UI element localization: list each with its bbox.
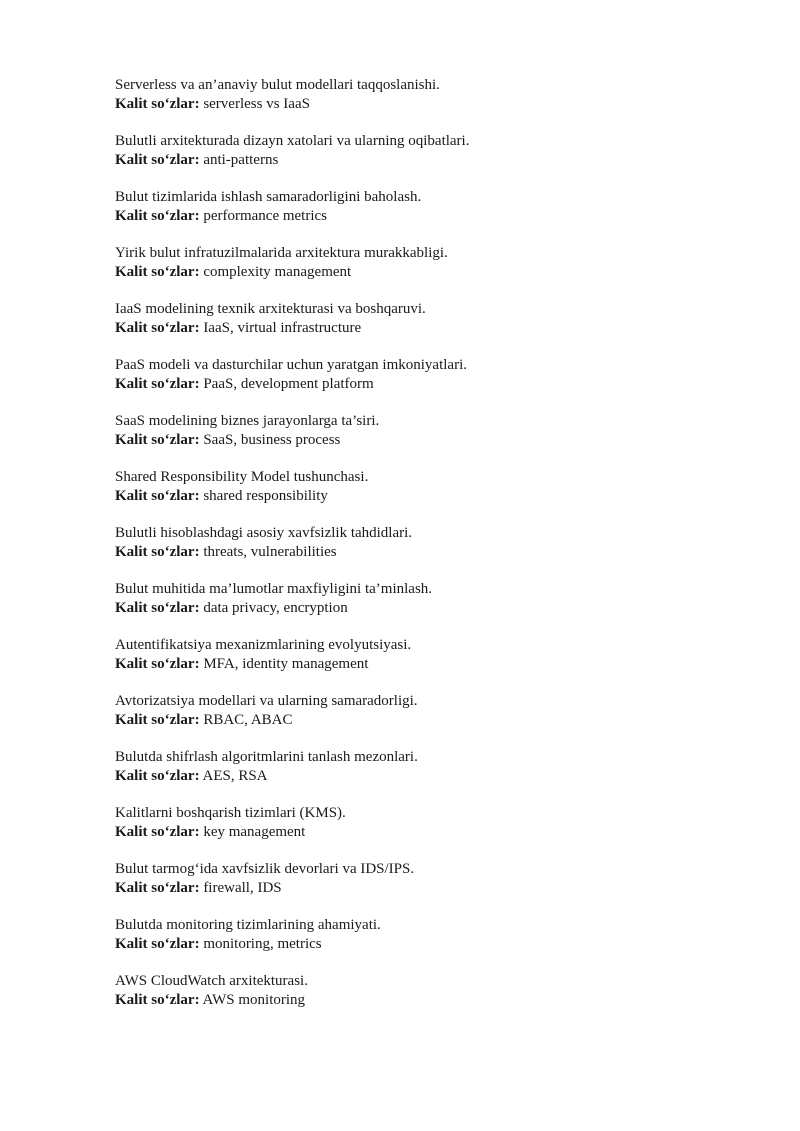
topic-entry bbox=[115, 412, 735, 468]
topic-title: Shared Responsibility Model tushunchasi. bbox=[115, 469, 369, 485]
keywords-value: threats, vulnerabilities bbox=[203, 543, 337, 560]
topic-entry bbox=[115, 132, 735, 188]
topic-title: Bulut tizimlarida ishlash samaradorligini baholash. bbox=[115, 189, 422, 205]
keywords-value: firewall, IDS bbox=[203, 879, 282, 896]
topic-title: SaaS modelining biznes jarayonlarga ta’siri. bbox=[115, 413, 380, 429]
topic-title: Avtorizatsiya modellari va ularning samaradorligi. bbox=[115, 693, 418, 709]
keywords-line bbox=[115, 95, 735, 114]
keywords-line bbox=[115, 711, 735, 730]
topic-entry bbox=[115, 468, 735, 524]
topic-entry bbox=[115, 580, 735, 636]
keywords-value: AES, RSA bbox=[202, 767, 268, 784]
keywords-value: anti-patterns bbox=[203, 151, 279, 168]
topic-entry bbox=[115, 692, 735, 748]
keywords-label: Kalit so‘zlar: bbox=[115, 95, 200, 112]
topic-title: Serverless va an’anaviy bulut modellari taqqoslanishi. bbox=[115, 77, 440, 93]
topic-title: Autentifikatsiya mexanizmlarining evolyutsiyasi. bbox=[115, 637, 412, 653]
keywords-line bbox=[115, 991, 735, 1010]
topic-title: PaaS modeli va dasturchilar uchun yaratgan imkoniyatlari. bbox=[115, 357, 467, 373]
keywords-label: Kalit so‘zlar: bbox=[115, 823, 200, 840]
topic-entry bbox=[115, 804, 735, 860]
keywords-value: key management bbox=[203, 823, 306, 840]
keywords-value: SaaS, business process bbox=[203, 431, 341, 448]
keywords-value: RBAC, ABAC bbox=[203, 711, 293, 728]
keywords-label: Kalit so‘zlar: bbox=[115, 991, 200, 1008]
keywords-label: Kalit so‘zlar: bbox=[115, 375, 200, 392]
topic-entry bbox=[115, 748, 735, 804]
keywords-label: Kalit so‘zlar: bbox=[115, 935, 200, 952]
keywords-label: Kalit so‘zlar: bbox=[115, 263, 200, 280]
topic-title: Bulutli hisoblashdagi asosiy xavfsizlik tahdidlari. bbox=[115, 525, 413, 541]
keywords-line bbox=[115, 879, 735, 898]
keywords-label: Kalit so‘zlar: bbox=[115, 879, 200, 896]
keywords-line bbox=[115, 935, 735, 954]
topic-title: Bulutda monitoring tizimlarining ahamiyati. bbox=[115, 917, 381, 933]
topic-title: Yirik bulut infratuzilmalarida arxitektura murakkabligi. bbox=[115, 245, 448, 261]
topic-title: Bulut tarmog‘ida xavfsizlik devorlari va IDS/IPS. bbox=[115, 861, 415, 877]
keywords-line bbox=[115, 431, 735, 450]
keywords-label: Kalit so‘zlar: bbox=[115, 655, 200, 672]
keywords-label: Kalit so‘zlar: bbox=[115, 431, 200, 448]
keywords-line bbox=[115, 823, 735, 842]
keywords-value: serverless vs IaaS bbox=[203, 95, 310, 112]
keywords-value: data privacy, encryption bbox=[203, 599, 348, 616]
keywords-line bbox=[115, 263, 735, 282]
topic-title: Bulutda shifrlash algoritmlarini tanlash mezonlari. bbox=[115, 749, 418, 765]
topic-entry bbox=[115, 916, 735, 972]
keywords-label: Kalit so‘zlar: bbox=[115, 207, 200, 224]
keywords-value: monitoring, metrics bbox=[203, 935, 322, 952]
topic-list bbox=[115, 76, 735, 1028]
keywords-line bbox=[115, 151, 735, 170]
keywords-line bbox=[115, 599, 735, 618]
keywords-label: Kalit so‘zlar: bbox=[115, 487, 200, 504]
keywords-value: performance metrics bbox=[203, 207, 327, 224]
keywords-line bbox=[115, 375, 735, 394]
keywords-line bbox=[115, 655, 735, 674]
topic-entry bbox=[115, 524, 735, 580]
topic-entry bbox=[115, 972, 735, 1028]
keywords-label: Kalit so‘zlar: bbox=[115, 599, 200, 616]
keywords-label: Kalit so‘zlar: bbox=[115, 319, 200, 336]
keywords-label: Kalit so‘zlar: bbox=[115, 151, 200, 168]
document-page bbox=[115, 76, 735, 1028]
topic-title: IaaS modelining texnik arxitekturasi va boshqaruvi. bbox=[115, 301, 426, 317]
keywords-label: Kalit so‘zlar: bbox=[115, 543, 200, 560]
topic-title: AWS CloudWatch arxitekturasi. bbox=[115, 973, 308, 989]
keywords-line bbox=[115, 207, 735, 226]
keywords-value: AWS monitoring bbox=[202, 991, 306, 1008]
topic-entry bbox=[115, 76, 735, 132]
keywords-value: complexity management bbox=[203, 263, 352, 280]
keywords-line bbox=[115, 543, 735, 562]
topic-entry bbox=[115, 860, 735, 916]
topic-entry bbox=[115, 300, 735, 356]
topic-entry bbox=[115, 188, 735, 244]
keywords-value: PaaS, development platform bbox=[203, 375, 374, 392]
keywords-line bbox=[115, 767, 735, 786]
topic-entry bbox=[115, 636, 735, 692]
keywords-label: Kalit so‘zlar: bbox=[115, 711, 200, 728]
keywords-value: MFA, identity management bbox=[203, 655, 369, 672]
topic-entry bbox=[115, 244, 735, 300]
keywords-value: IaaS, virtual infrastructure bbox=[203, 319, 362, 336]
keywords-line bbox=[115, 487, 735, 506]
topic-title: Kalitlarni boshqarish tizimlari (KMS). bbox=[115, 805, 346, 821]
keywords-value: shared responsibility bbox=[203, 487, 328, 504]
topic-title: Bulut muhitida ma’lumotlar maxfiyligini ta’minlash. bbox=[115, 581, 433, 597]
keywords-line bbox=[115, 319, 735, 338]
topic-title: Bulutli arxitekturada dizayn xatolari va ularning oqibatlari. bbox=[115, 133, 470, 149]
keywords-label: Kalit so‘zlar: bbox=[115, 767, 200, 784]
topic-entry bbox=[115, 356, 735, 412]
